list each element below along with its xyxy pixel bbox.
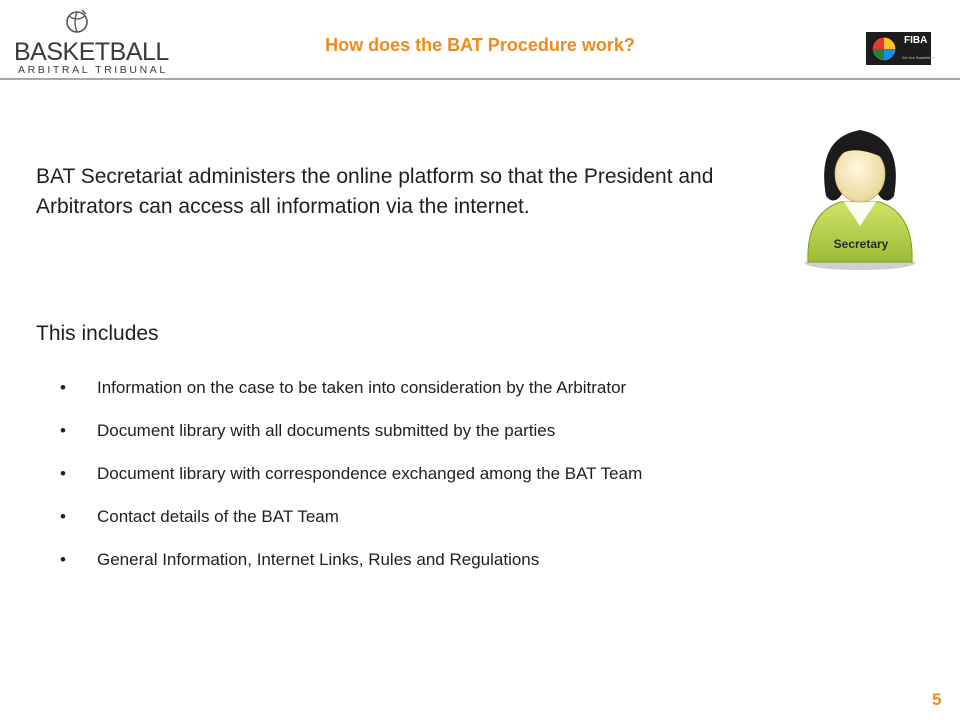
slide-title: How does the BAT Procedure work?: [325, 35, 635, 55]
fiba-wordmark: FIBA: [904, 35, 928, 46]
bullet-list: [60, 374, 920, 589]
list-item-text: Contact details of the BAT Team: [97, 507, 339, 526]
list-item-text: Document library with all documents submitted by the parties: [97, 421, 556, 440]
bat-logo-subtitle: ARBITRAL TRIBUNAL: [18, 64, 168, 76]
secretary-avatar: [800, 122, 920, 272]
fiba-globe-icon: [868, 34, 900, 63]
bullet-icon: •: [60, 464, 66, 483]
basketball-icon: [64, 8, 90, 36]
list-item: [60, 374, 920, 417]
bullet-icon: •: [60, 378, 66, 397]
list-item: [60, 503, 920, 546]
bat-logo-wordmark: BASKETBALL: [14, 38, 169, 66]
page-number: 5: [932, 690, 942, 709]
avatar-label: Secretary: [833, 237, 889, 251]
header-divider: [0, 78, 960, 80]
list-item: [60, 546, 920, 589]
list-item: [60, 460, 920, 503]
fiba-logo: [866, 32, 935, 65]
intro-paragraph: BAT Secretariat administers the online platform so that the President and Arbitrators can access all information via the internet.: [36, 165, 714, 218]
list-item: [60, 417, 920, 460]
fiba-tagline: We Are Basketball: [902, 55, 935, 60]
bullet-icon: •: [60, 550, 66, 569]
list-item-text: General Information, Internet Links, Rules and Regulations: [97, 550, 540, 569]
bullet-icon: •: [60, 421, 66, 440]
slide-header: [0, 0, 960, 80]
list-item-text: Information on the case to be taken into consideration by the Arbitrator: [97, 378, 627, 397]
list-item-text: Document library with correspondence exchanged among the BAT Team: [97, 464, 643, 483]
includes-heading: This includes: [36, 322, 159, 345]
bullet-icon: •: [60, 507, 66, 526]
